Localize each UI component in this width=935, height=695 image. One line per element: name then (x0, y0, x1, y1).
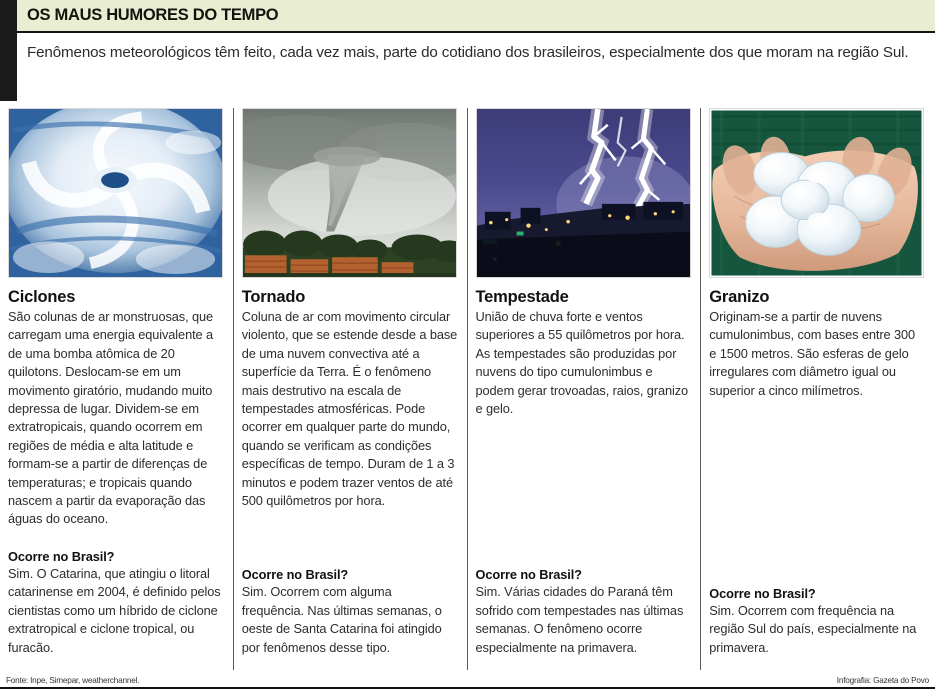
term-description: Coluna de ar com movimento circular violento, que se estende desde a base de uma nuvem convectiva até a superfície da Terra. É o fenômeno mais destrutivo na escala de tempestades atmosféricas. Pode ocorrer em qualquer parte do mundo, quando se verificam as condições específicas de tempo. Duram de 1 a 3 minutos e podem trazer ventos de até 500 quilômetros por hora. (241, 309, 458, 509)
footer-credit: Infografia: Gazeta do Povo (836, 676, 929, 685)
footer-source: Fonte: Inpe, Simepar, weatherchannel. (6, 676, 140, 685)
brazil-question-block (242, 566, 457, 657)
term-title: Tornado (241, 288, 306, 306)
term-title: Granizo (709, 288, 770, 306)
photo-cyclone (8, 108, 223, 278)
term-description: União de chuva forte e ventos superiores a 55 quilômetros por hora. As tempestades são produzidas por nuvens do tipo cumulonimbus e podem gerar trovoadas, raios, granizo e gelo. (475, 309, 689, 417)
footer (0, 671, 935, 689)
question-answer: Sim. Várias cidades do Paraná têm sofrido com tempestades nas últimas semanas. O fenômeno ocorre especialmente na primavera. (475, 584, 684, 655)
page-title: OS MAUS HUMORES DO TEMPO (27, 6, 279, 24)
intro-paragraph: Fenômenos meteorológicos têm feito, cada vez mais, parte do cotidiano dos brasileiros, especialmente dos que moram na região Sul. (27, 44, 909, 61)
black-left-tab (0, 0, 17, 101)
term-description: Originam-se a partir de nuvens cumulonimbus, com bases entre 300 e 1500 metros. São esferas de gelo irregulares com diâmetro igual ou superior a cinco milímetros. (709, 309, 916, 398)
column-tornado (234, 108, 468, 671)
question-label: Ocorre no Brasil? (475, 567, 582, 583)
brazil-question-block (476, 566, 691, 657)
column-tempestade (468, 108, 702, 671)
term-title: Ciclones (8, 288, 76, 306)
photo-hail (709, 108, 924, 278)
phenomena-columns (0, 108, 935, 671)
question-answer: Sim. Ocorrem com alguma frequência. Nas últimas semanas, o oeste de Santa Catarina foi atingido por fenômenos desse tipo. (241, 584, 442, 655)
photo-lightning (476, 108, 691, 278)
question-answer: Sim. O Catarina, que atingiu o litoral catarinense em 2004, é definido pelos cientistas como um híbrido de ciclone extratropical e ciclone tropical, ou furacão. (8, 565, 221, 655)
column-ciclones (0, 108, 234, 671)
question-label: Ocorre no Brasil? (709, 585, 816, 601)
question-label: Ocorre no Brasil? (241, 567, 349, 583)
term-title: Tempestade (475, 288, 569, 306)
question-answer: Sim. Ocorrem com frequência na região Sul do país, especialmente na primavera. (709, 602, 917, 655)
photo-tornado (242, 108, 457, 278)
question-label: Ocorre no Brasil? (8, 548, 115, 564)
column-granizo (701, 108, 935, 671)
term-description: São colunas de ar monstruosas, que carregam uma energia equivalente a de uma bomba atômica de 20 quilotons. Deslocam-se em um movimento giratório, mudando muito depressa de lugar. Dividem-se em extratropicais, quando ocorrem em regiões de média e alta latitude e formam-se a partir de diferenças de temperaturas; e tropicais quando nascem a partir da evaporação das águas do oceano. (8, 309, 214, 527)
brazil-question-block (8, 548, 223, 657)
header-band (17, 0, 935, 33)
brazil-question-block (709, 585, 924, 657)
